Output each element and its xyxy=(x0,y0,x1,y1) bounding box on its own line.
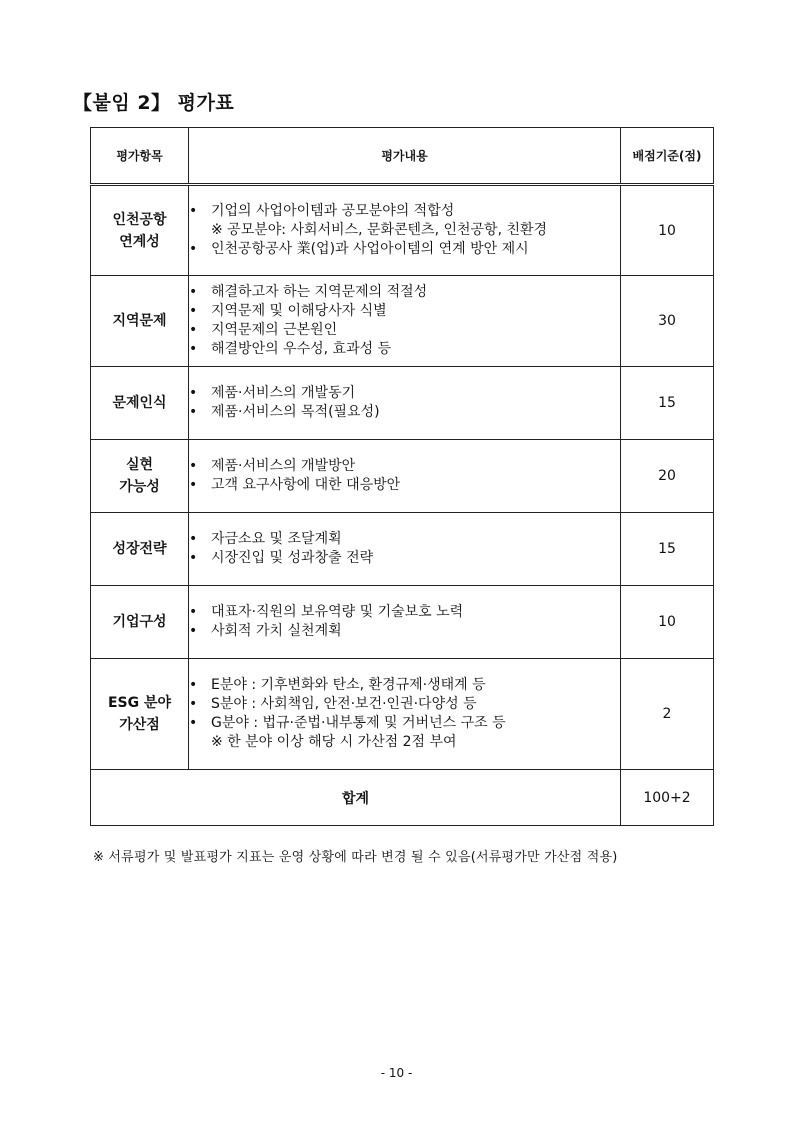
list-item: • E분야 : 기후변화와 탄소, 환경규제·생태계 등 xyxy=(189,677,486,693)
item-name xyxy=(91,513,189,586)
item-name-line: 지역문제 xyxy=(112,313,167,329)
bullet-icon: • xyxy=(189,303,198,319)
item-score: 30 xyxy=(621,276,714,367)
bullet-icon: • xyxy=(189,550,198,566)
item-name xyxy=(91,659,189,770)
header-row xyxy=(91,128,714,185)
bullet-icon: • xyxy=(189,677,198,693)
header-content: 평가내용 xyxy=(189,128,621,185)
item-name xyxy=(91,367,189,440)
list-item: • 고객 요구사항에 대한 대응방안 xyxy=(189,477,401,493)
bullet-icon: • xyxy=(189,531,198,547)
bullet-icon: • xyxy=(189,604,198,620)
item-content xyxy=(189,513,621,586)
item-score: 2 xyxy=(621,659,714,770)
item-name-line: 인천공항 xyxy=(112,211,167,228)
table-row xyxy=(91,276,714,367)
bullet-icon: • xyxy=(189,696,198,712)
bullet-icon: • xyxy=(189,623,198,639)
list-item: • 제품·서비스의 개발방안 xyxy=(189,458,356,474)
item-content xyxy=(189,659,621,770)
total-row xyxy=(91,770,714,826)
table-row xyxy=(91,440,714,513)
list-item: • 시장진입 및 성과창출 전략 xyxy=(189,550,374,566)
list-item: • 지역문제의 근본원인 xyxy=(189,322,338,338)
item-content xyxy=(189,185,621,276)
list-item: • 대표자·직원의 보유역량 및 기술보호 노력 xyxy=(189,604,464,620)
footnote: ※ 서류평가 및 발표평가 지표는 운영 상황에 따라 변경 될 수 있음(서류평가만 가산점 적용) xyxy=(93,850,618,865)
item-content xyxy=(189,276,621,367)
item-name xyxy=(91,586,189,659)
list-item: • 지역문제 및 이해당사자 식별 xyxy=(189,303,387,319)
item-score: 15 xyxy=(621,513,714,586)
total-label: 합계 xyxy=(91,770,621,826)
note-text: ※ 공모분야: 사회서비스, 문화콘텐츠, 인천공항, 친환경 xyxy=(211,222,548,238)
item-score: 10 xyxy=(621,586,714,659)
bullet-icon: • xyxy=(189,322,198,338)
header-item: 평가항목 xyxy=(91,128,189,185)
item-name-line: 연계성 xyxy=(119,233,160,250)
item-name xyxy=(91,276,189,367)
list-item: • 인천공항공사 業(업)과 사업아이템의 연계 방안 제시 xyxy=(189,241,529,257)
table-row xyxy=(91,367,714,440)
bullet-icon: • xyxy=(189,715,198,731)
item-name-line: 실현 xyxy=(125,457,154,473)
item-score: 15 xyxy=(621,367,714,440)
item-name-line: 문제인식 xyxy=(112,395,167,411)
bullet-icon: • xyxy=(189,477,198,493)
page-number: - 10 - xyxy=(380,1066,413,1080)
table-row xyxy=(91,185,714,276)
item-name-line: 기업구성 xyxy=(112,614,167,630)
list-item: • 해결방안의 우수성, 효과성 등 xyxy=(189,341,392,357)
table-row xyxy=(91,513,714,586)
item-name-line: 가산점 xyxy=(119,717,160,733)
item-score: 10 xyxy=(621,185,714,276)
note-text: ※ 한 분야 이상 해당 시 가산점 2점 부여 xyxy=(211,734,457,750)
bullet-icon: • xyxy=(189,203,198,219)
item-name xyxy=(91,185,189,276)
total-score: 100+2 xyxy=(621,770,714,826)
item-name xyxy=(91,440,189,513)
list-item: • 사회적 가치 실천계획 xyxy=(189,623,342,639)
item-content xyxy=(189,440,621,513)
list-item: • 기업의 사업아이템과 공모분야의 적합성 xyxy=(189,203,455,219)
bullet-icon: • xyxy=(189,241,198,257)
bullet-icon: • xyxy=(189,404,198,420)
table-row xyxy=(91,586,714,659)
header-score: 배점기준(점) xyxy=(621,128,714,185)
bullet-icon: • xyxy=(189,341,198,357)
list-item: • 해결하고자 하는 지역문제의 적절성 xyxy=(189,284,428,300)
item-name-line: ESG 분야 xyxy=(107,695,172,711)
section-title: 【붙임 2】 평가표 xyxy=(73,92,235,114)
item-content xyxy=(189,586,621,659)
bullet-icon: • xyxy=(189,385,198,401)
item-content xyxy=(189,367,621,440)
item-name-line: 가능성 xyxy=(119,479,160,495)
bullet-icon: • xyxy=(189,284,198,300)
list-item: • 제품·서비스의 목적(필요성) xyxy=(189,404,380,420)
bullet-icon: • xyxy=(189,458,198,474)
list-item: • S분야 : 사회책임, 안전·보건·인권·다양성 등 xyxy=(189,696,477,712)
list-item: • 제품·서비스의 개발동기 xyxy=(189,385,356,401)
item-name-line: 성장전략 xyxy=(112,541,167,557)
item-score: 20 xyxy=(621,440,714,513)
table-row xyxy=(91,659,714,770)
list-item: • 자금소요 및 조달계획 xyxy=(189,531,342,547)
evaluation-table xyxy=(90,127,714,826)
list-item: • G분야 : 법규·준법·내부통제 및 거버넌스 구조 등 xyxy=(189,715,506,731)
